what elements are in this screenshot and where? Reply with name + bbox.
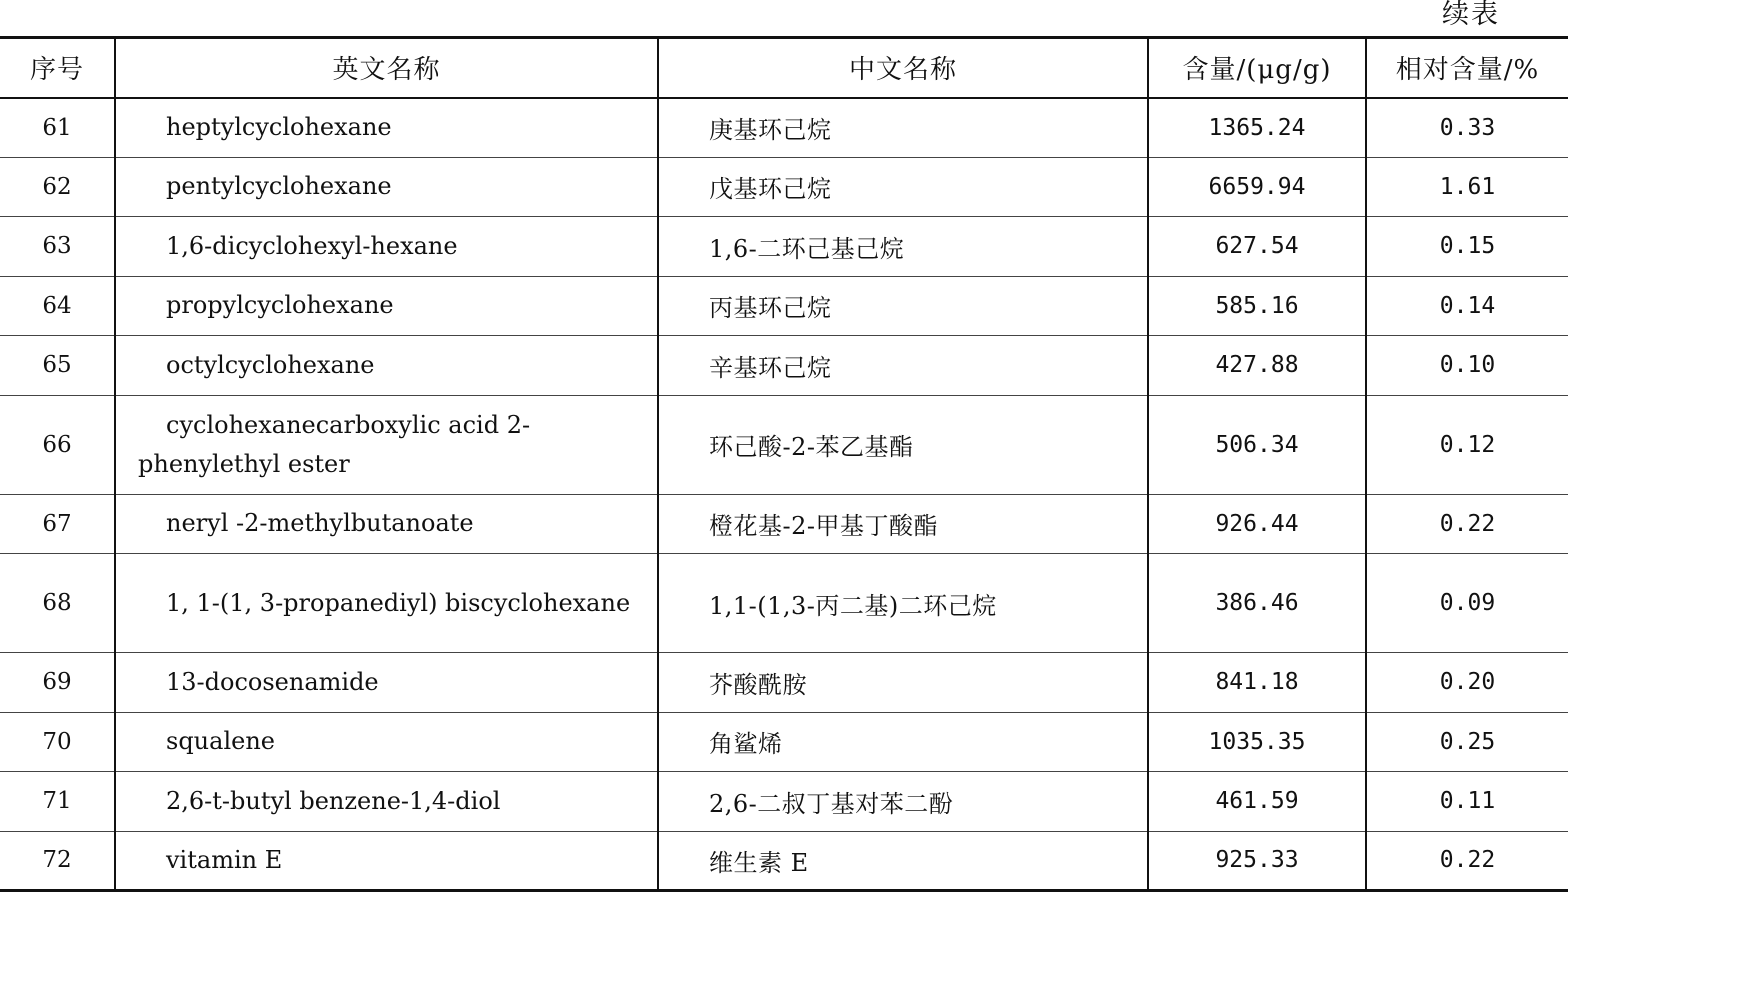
cell-chinese-name: 辛基环己烷 [658, 336, 1148, 396]
cell-index: 71 [0, 772, 115, 832]
cell-content: 6659.94 [1148, 157, 1366, 217]
cell-relative-content: 0.22 [1366, 494, 1568, 554]
data-table [0, 36, 1568, 892]
cell-relative-content: 0.12 [1366, 395, 1568, 494]
table-row [0, 157, 1568, 217]
cell-index: 72 [0, 831, 115, 891]
table-row [0, 494, 1568, 554]
table-row [0, 217, 1568, 277]
table-body [0, 98, 1568, 891]
header-index: 序号 [0, 38, 115, 98]
english-name-text: heptylcyclohexane [166, 113, 392, 141]
cell-chinese-name: 1,6-二环己基己烷 [658, 217, 1148, 277]
cell-relative-content: 0.11 [1366, 772, 1568, 832]
cell-chinese-name: 丙基环己烷 [658, 276, 1148, 336]
cell-english-name [115, 554, 658, 653]
table-row [0, 395, 1568, 494]
cell-index: 65 [0, 336, 115, 396]
cell-content: 506.34 [1148, 395, 1366, 494]
cell-chinese-name: 2,6-二叔丁基对苯二酚 [658, 772, 1148, 832]
english-name-text: 1,6-dicyclohexyl-hexane [166, 231, 458, 260]
english-name-text: pentylcyclohexane [166, 172, 392, 201]
cell-english-name [115, 772, 658, 832]
english-name-text: 2,6-t-butyl benzene-1,4-diol [166, 786, 501, 815]
cell-chinese-name: 戊基环己烷 [658, 157, 1148, 217]
table-row [0, 653, 1568, 713]
cell-content: 627.54 [1148, 217, 1366, 277]
header-english-name: 英文名称 [115, 38, 658, 98]
header-content: 含量/(μg/g) [1148, 38, 1366, 98]
cell-content: 585.16 [1148, 276, 1366, 336]
cell-chinese-name: 橙花基-2-甲基丁酸酯 [658, 494, 1148, 554]
cell-index: 64 [0, 276, 115, 336]
cell-index: 69 [0, 653, 115, 713]
table-row [0, 772, 1568, 832]
cell-english-name [115, 157, 658, 217]
table-row [0, 712, 1568, 772]
cell-content: 841.18 [1148, 653, 1366, 713]
cell-english-name [115, 276, 658, 336]
cell-content: 386.46 [1148, 554, 1366, 653]
cell-index: 63 [0, 217, 115, 277]
cell-english-name [115, 217, 658, 277]
english-name-text: cyclohexanecarboxylic acid 2-phenylethyl ester [138, 410, 531, 478]
cell-content: 1365.24 [1148, 98, 1366, 158]
cell-content: 925.33 [1148, 831, 1366, 891]
table-row [0, 276, 1568, 336]
cell-chinese-name: 维生素 E [658, 831, 1148, 891]
cell-chinese-name: 芥酸酰胺 [658, 653, 1148, 713]
cell-relative-content: 0.15 [1366, 217, 1568, 277]
cell-content: 461.59 [1148, 772, 1366, 832]
header-row [0, 38, 1568, 98]
english-name-text: propylcyclohexane [166, 291, 394, 320]
english-name-text: neryl -2-methylbutanoate [166, 509, 474, 538]
cell-english-name [115, 494, 658, 554]
table-header [0, 38, 1568, 98]
header-relative-content: 相对含量/% [1366, 38, 1568, 98]
cell-index: 70 [0, 712, 115, 772]
english-name-text: 13-docosenamide [166, 667, 379, 696]
cell-english-name [115, 712, 658, 772]
table-row [0, 336, 1568, 396]
cell-chinese-name: 庚基环己烷 [658, 98, 1148, 158]
cell-content: 926.44 [1148, 494, 1366, 554]
english-name-text: vitamin E [166, 845, 283, 874]
cell-index: 61 [0, 98, 115, 158]
cell-relative-content: 0.22 [1366, 831, 1568, 891]
cell-chinese-name: 1,1-(1,3-丙二基)二环己烷 [658, 554, 1148, 653]
cell-content: 1035.35 [1148, 712, 1366, 772]
cell-index: 67 [0, 494, 115, 554]
cell-english-name [115, 98, 658, 158]
cell-chinese-name: 环己酸-2-苯乙基酯 [658, 395, 1148, 494]
cell-index: 66 [0, 395, 115, 494]
cell-relative-content: 0.33 [1366, 98, 1568, 158]
continued-label: 续表 [1442, 0, 1500, 30]
cell-index: 68 [0, 554, 115, 653]
cell-content: 427.88 [1148, 336, 1366, 396]
cell-english-name [115, 395, 658, 494]
english-name-text: 1, 1-(1, 3-propanediyl) biscyclohexane [166, 588, 631, 617]
english-name-text: squalene [166, 727, 275, 756]
cell-relative-content: 0.20 [1366, 653, 1568, 713]
cell-english-name [115, 336, 658, 396]
cell-english-name [115, 831, 658, 891]
cell-relative-content: 0.14 [1366, 276, 1568, 336]
cell-relative-content: 0.25 [1366, 712, 1568, 772]
table-row [0, 554, 1568, 653]
cell-relative-content: 0.09 [1366, 554, 1568, 653]
english-name-text: octylcyclohexane [166, 350, 375, 379]
cell-english-name [115, 653, 658, 713]
cell-relative-content: 1.61 [1366, 157, 1568, 217]
header-chinese-name: 中文名称 [658, 38, 1148, 98]
cell-index: 62 [0, 157, 115, 217]
cell-relative-content: 0.10 [1366, 336, 1568, 396]
table-row [0, 831, 1568, 891]
table-row [0, 98, 1568, 158]
cell-chinese-name: 角鲨烯 [658, 712, 1148, 772]
